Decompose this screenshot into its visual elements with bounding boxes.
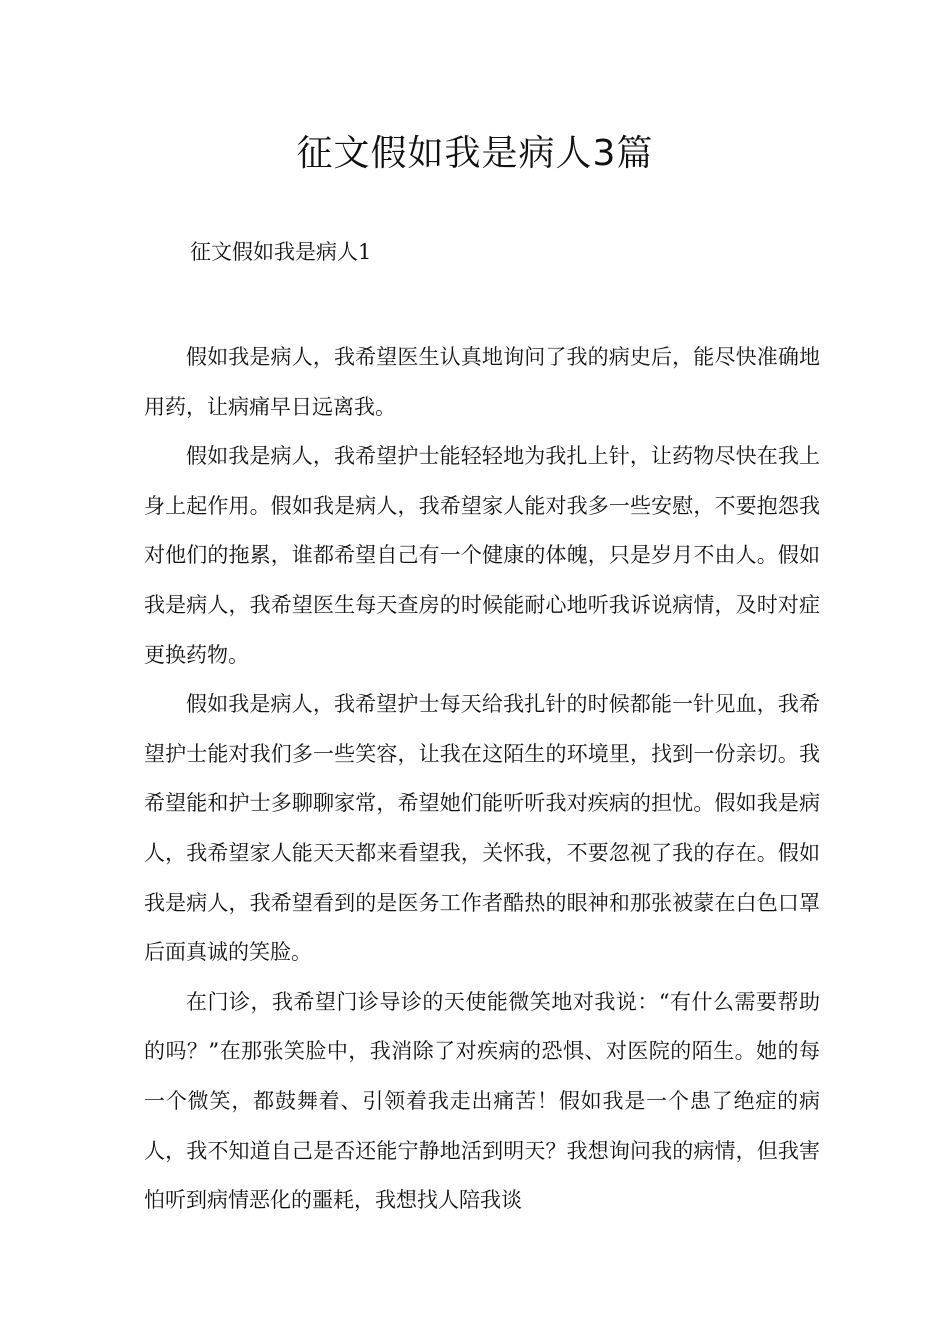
paragraph-2: 假如我是病人，我希望护士能轻轻地为我扎上针，让药物尽快在我上身上起作用。假如我是病人，我希望家人能对我多一些安慰，不要抱怨我对他们的拖累，谁都希望自己有一个健康的体魄，只是岁月不由人。假如我是病人，我希望医生每天查房的时候能耐心地听我诉说病情，及时对症更换药物。 (144, 444, 820, 667)
document-body (144, 333, 820, 1226)
paragraph-3: 假如我是病人，我希望护士每天给我扎针的时候都能一针见血，我希望护士能对我们多一些笑容，让我在这陌生的环境里，找到一份亲切。我希望能和护士多聊聊家常，希望她们能听听我对疾病的担忧。假如我是病人，我希望家人能天天都来看望我，关怀我，不要忽视了我的存在。假如我是病人，我希望看到的是医务工作者酷热的眼神和那张被蒙在白色口罩后面真诚的笑脸。 (144, 692, 820, 965)
document-title: 征文假如我是病人3篇 (296, 133, 654, 174)
paragraph-4: 在门诊，我希望门诊导诊的天使能微笑地对我说：“有什么需要帮助的吗？”在那张笑脸中，我消除了对疾病的恐惧、对医院的陌生。她的每一个微笑，都鼓舞着、引领着我走出痛苦！假如我是一个患了绝症的病人，我不知道自己是否还能宁静地活到明天？我想询问我的病情，但我害怕听到病情恶化的噩耗，我想找人陪我谈 (144, 989, 820, 1213)
paragraph-1: 假如我是病人，我希望医生认真地询问了我的病史后，能尽快准确地用药，让病痛早日远离我。 (144, 345, 820, 419)
section-heading: 征文假如我是病人1 (190, 240, 372, 264)
